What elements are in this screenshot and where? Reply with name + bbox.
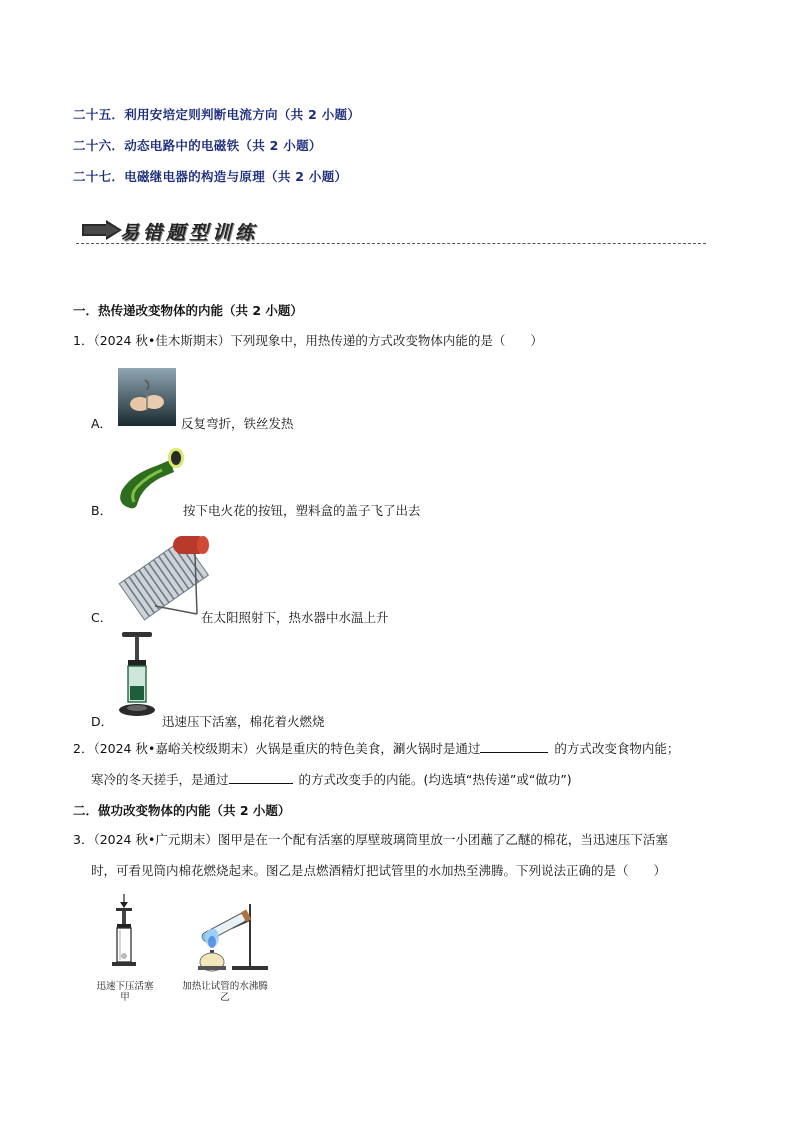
banner-title: 易错题型训练 [120,222,259,244]
question-2-text: 寒冷的冬天搓手，是通过 [91,772,229,787]
question-2-text: 的方式改变手的内能。(均选填“热传递”或“做功”) [298,772,572,787]
question-3-line-1: 3．（2024 秋•广元期末）图甲是在一个配有活塞的厚壁玻璃筒里放一小团蘸了乙醚的棉花，当迅速压下活塞 [73,832,668,847]
question-2-text: 的方式改变食物内能； [554,741,680,756]
toc-item-26[interactable] [73,136,322,154]
arrow-right-icon [82,220,122,240]
alcohol-lamp-test-tube-icon [188,898,272,974]
figure-b-label: 乙 [220,992,230,1003]
section-banner [76,214,706,248]
toc-title: 电磁继电器的构造与原理 [124,169,266,184]
answer-blank-2[interactable] [229,771,293,784]
question-1-stem: 1．（2024 秋•佳木斯期末）下列现象中，用热传递的方式改变物体内能的是（ ） [73,333,543,348]
piston-cylinder-icon [116,630,158,724]
toc-count: （共 2 小题） [277,107,361,122]
option-a-text: 反复弯折，铁丝发热 [181,416,294,431]
solar-water-heater-icon [115,528,211,626]
toc-number: 二十七． [73,169,125,184]
question-2-text: 2．（2024 秋•嘉峪关校级期末）火锅是重庆的特色美食，涮火锅时是通过 [73,741,481,756]
toc-title: 利用安培定则判断电流方向 [124,107,278,122]
toc-number: 二十六． [73,138,125,153]
option-b-letter[interactable]: B． [91,503,113,518]
section-heading-1: 一．热传递改变物体的内能（共 2 小题） [73,303,303,318]
figure-a-caption: 迅速下压活塞 [96,981,154,992]
toc-title: 动态电路中的电磁铁 [124,138,240,153]
toc-item-25[interactable] [73,105,360,123]
option-d-text: 迅速压下活塞，棉花着火燃烧 [162,714,325,729]
question-3-line-2: 时，可看见筒内棉花燃烧起来。图乙是点燃酒精灯把试管里的水加热至沸腾。下列说法正确的是（ ） [91,863,667,878]
piston-cylinder-figure-icon [108,894,140,974]
option-b-text: 按下电火花的按钮，塑料盒的盖子飞了出去 [183,503,421,518]
section-heading-2: 二．做功改变物体的内能（共 2 小题） [73,803,291,818]
question-2-line-1 [73,740,679,757]
toc-count: （共 2 小题） [239,138,322,153]
option-d-letter[interactable]: D． [91,714,114,729]
figure-b-caption: 加热让试管的水沸腾 [182,981,268,992]
option-c-letter[interactable]: C． [91,610,113,625]
banner-divider [76,243,706,244]
option-c-text: 在太阳照射下，热水器中水温上升 [201,610,389,625]
answer-blank-1[interactable] [480,740,548,753]
figure-a-label: 甲 [120,992,130,1003]
option-a-letter[interactable]: A． [91,416,113,431]
question-2-line-2 [91,771,572,788]
spark-box-icon [112,444,188,516]
hands-bending-wire-icon [118,368,176,426]
toc-number: 二十五． [73,107,125,122]
toc-count: （共 2 小题） [265,169,348,184]
toc-item-27[interactable] [73,167,347,185]
